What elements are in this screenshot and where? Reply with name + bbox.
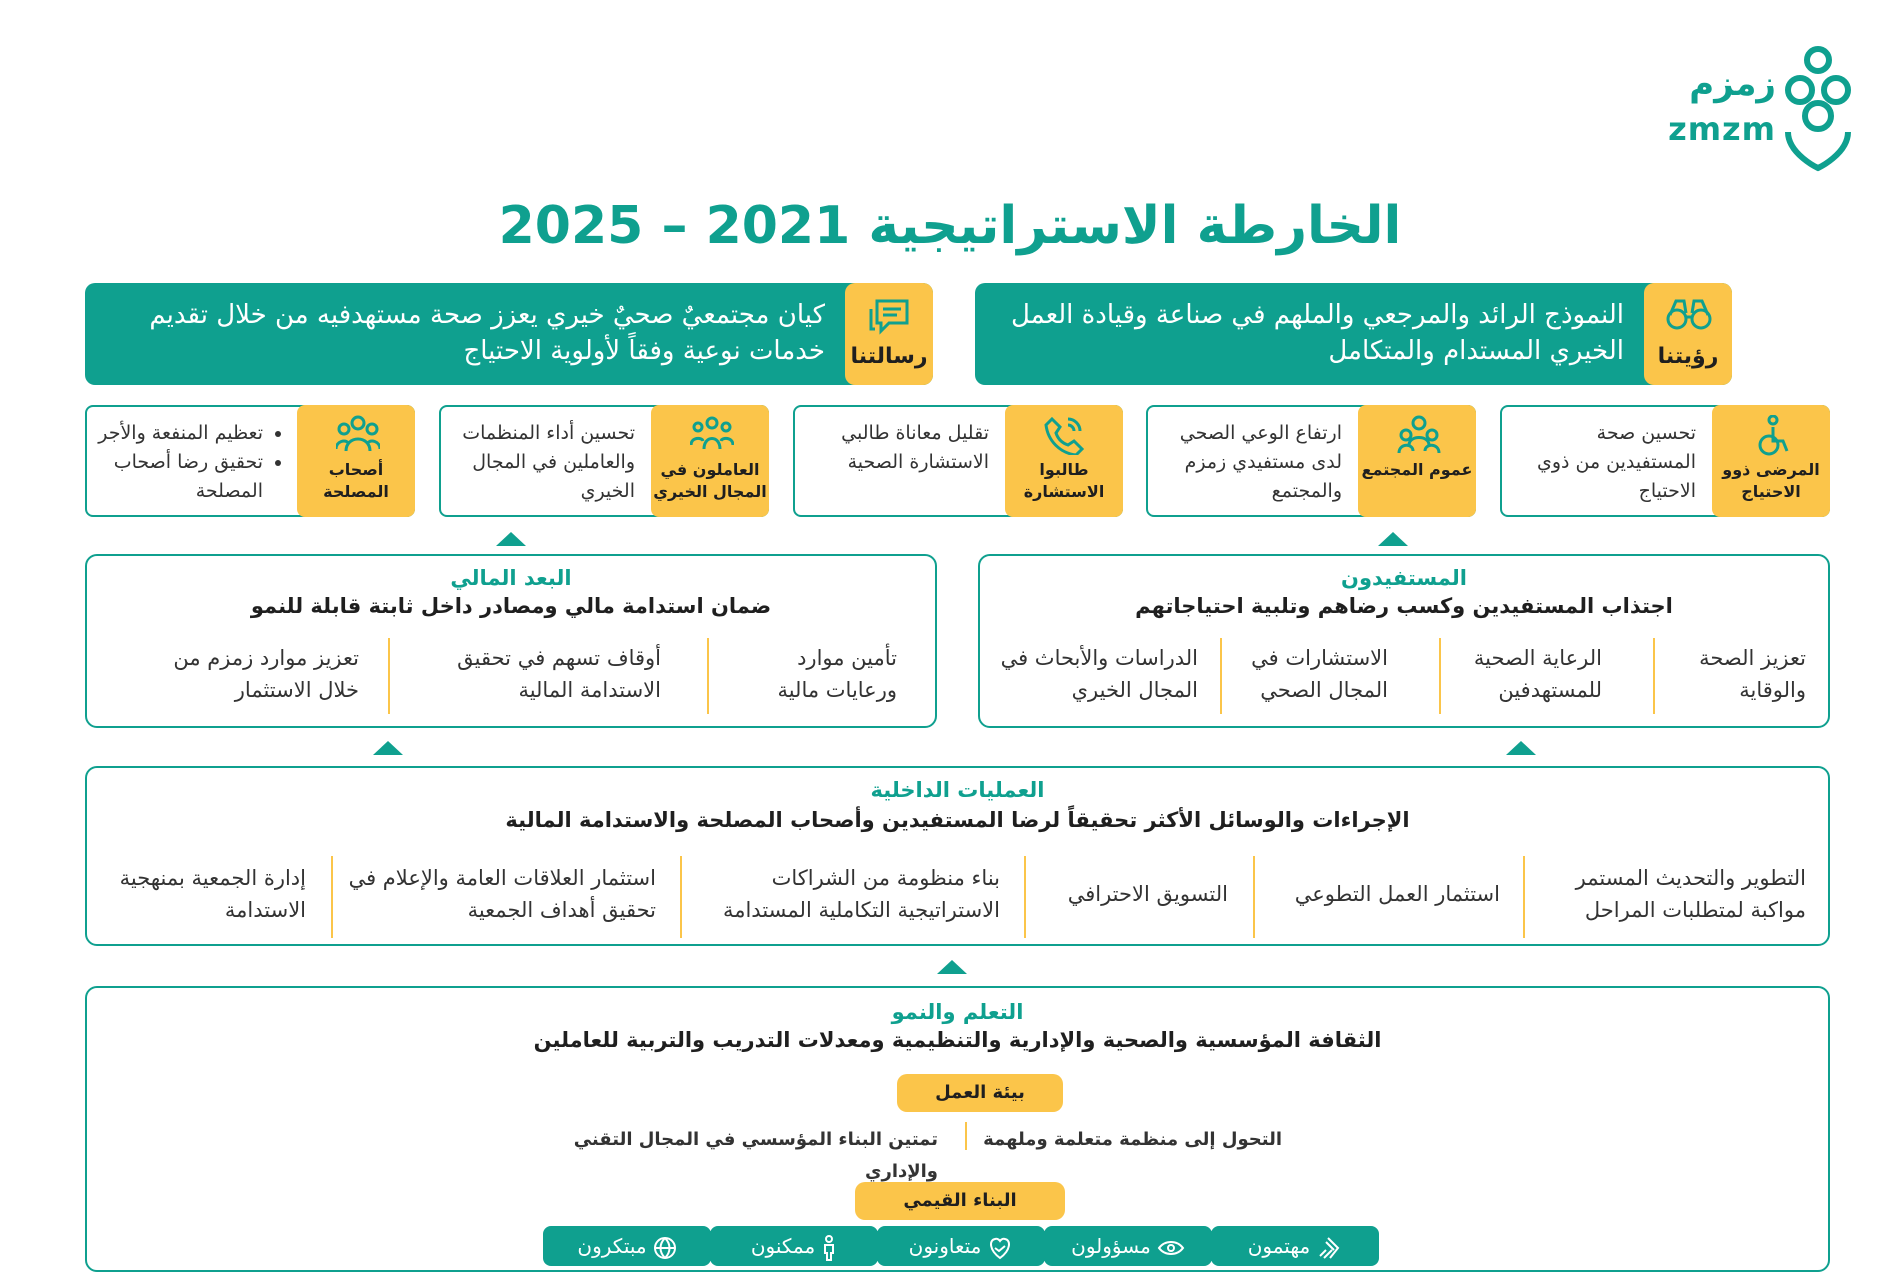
value-responsible: مسؤولون xyxy=(1044,1226,1212,1266)
mission-box xyxy=(85,283,933,385)
vision-tag xyxy=(1644,283,1732,385)
separator xyxy=(331,856,333,938)
separator xyxy=(388,638,390,714)
internal-subtitle: الإجراءات والوسائل الأكثر تحقيقاً لرضا المستفيدين وأصحاب المصلحة والاستدامة المالية xyxy=(505,808,1410,832)
separator xyxy=(707,638,709,714)
community-icon xyxy=(1397,415,1441,455)
objective-item: أوقاف تسهم في تحقيق الاستدامة المالية xyxy=(457,646,661,702)
separator xyxy=(680,856,682,938)
separator xyxy=(1024,856,1026,938)
eye-icon xyxy=(1157,1239,1185,1257)
work-environment-pill: بيئة العمل xyxy=(897,1074,1063,1112)
objective-item: تعزيز الصحة والوقاية xyxy=(1699,646,1806,702)
person-icon xyxy=(821,1235,837,1261)
separator xyxy=(1439,638,1441,714)
objective-item: الرعاية الصحية للمستهدفين xyxy=(1473,646,1602,702)
objective-item: تعزيز موارد زمزم من خلال الاستثمار xyxy=(173,646,359,702)
bullet-item: • تعظيم المنفعة والأجر xyxy=(95,419,263,448)
value-innovative: مبتكرون xyxy=(543,1226,711,1266)
financial-title: البعد المالي xyxy=(450,566,572,590)
mission-text: كيان مجتمعيٌ صحيٌ خيري يعزز صحة مستهدفيه من خلال تقديم خدمات نوعية وفقاً لأولوية الاحتياج xyxy=(149,300,825,366)
chat-icon xyxy=(867,297,911,337)
stakeholder-consultation: طالبوا الاستشارة تقليل معاناة طالبي الاستشارة الصحية xyxy=(793,405,1123,517)
value-cooperative: متعاونون xyxy=(877,1226,1045,1266)
objective-item: استثمار العمل التطوعي xyxy=(1294,882,1500,906)
handshake-heart-icon xyxy=(987,1236,1013,1260)
learning-subtitle: الثقافة المؤسسية والصحية والإدارية والتنظيمية ومعدلات التدريب والتربية للعاملين xyxy=(533,1028,1382,1052)
zmzm-logo-icon xyxy=(1782,44,1854,174)
workers-icon xyxy=(690,415,734,455)
arrow-up xyxy=(937,960,967,974)
environment-item: التحول إلى منظمة متعلمة وملهمة xyxy=(983,1129,1282,1150)
arrow-up xyxy=(1378,532,1408,546)
objective-item: بناء منظومة من الشراكات الاستراتيجية التكاملية المستدامة xyxy=(722,866,1000,922)
beneficiaries-title: المستفيدون xyxy=(1341,566,1467,590)
stakeholder-community: عموم المجتمع ارتفاع الوعي الصحي لدى مستفيدي زمزم والمجتمع xyxy=(1146,405,1476,517)
globe-icon xyxy=(653,1236,677,1260)
vision-label: رؤيتنا xyxy=(1657,344,1719,369)
objective-item: الدراسات والأبحاث في المجال الخيري xyxy=(1000,646,1198,702)
separator xyxy=(1653,638,1655,714)
internal-processes-frame xyxy=(85,766,1830,946)
objective-item: الاستشارات في المجال الصحي xyxy=(1251,646,1388,702)
logo-latin: zmzm xyxy=(1668,110,1776,148)
separator xyxy=(1523,856,1525,938)
zmzm-logo xyxy=(1624,44,1854,174)
bullet-item: • تحقيق رضا أصحاب المصلحة xyxy=(95,448,263,506)
mission-label: رسالتنا xyxy=(850,344,928,369)
phone-icon xyxy=(1044,415,1084,455)
beneficiaries-subtitle: اجتذاب المستفيدين وكسب رضاهم وتلبية احتياجاتهم xyxy=(1135,594,1673,618)
arrow-up xyxy=(373,741,403,755)
financial-frame xyxy=(85,554,937,728)
beneficiaries-frame xyxy=(978,554,1830,728)
vision-box xyxy=(975,283,1732,385)
objective-item: تأمين موارد ورعايات مالية xyxy=(777,646,897,702)
arrow-up xyxy=(496,532,526,546)
stakeholder-partners: أصحاب المصلحة • تعظيم المنفعة والأجر • تحقيق رضا أصحاب المصلحة xyxy=(85,405,415,517)
stakeholder-charity-workers: العاملون في المجال الخيري تحسين أداء المنظمات والعاملين في المجال الخيري xyxy=(439,405,769,517)
objective-item: التطوير والتحديث المستمر مواكبة لمتطلبات المراحل xyxy=(1575,866,1806,922)
binoculars-icon xyxy=(1666,297,1712,331)
people-icon xyxy=(336,415,380,455)
objective-item: استثمار العلاقات العامة والإعلام في تحقيق أهداف الجمعية xyxy=(348,866,656,922)
environment-item: تمتين البناء المؤسسي في المجال التقني والإداري xyxy=(573,1129,938,1182)
separator xyxy=(1253,856,1255,938)
logo-arabic: زمزم xyxy=(1689,64,1776,104)
vision-text: النموذج الرائد والمرجعي والملهم في صناعة وقيادة العمل الخيري المستدام والمتكامل xyxy=(1010,300,1624,366)
mission-tag xyxy=(845,283,933,385)
value-empowered: ممكنون xyxy=(710,1226,878,1266)
values-pill: البناء القيمي xyxy=(855,1182,1065,1220)
wheelchair-icon xyxy=(1751,415,1791,457)
caring-hands-icon xyxy=(1316,1236,1342,1260)
page-title: الخارطة الاستراتيجية 2021 – 2025 xyxy=(498,196,1402,256)
arrow-up xyxy=(1506,741,1536,755)
objective-item: التسويق الاحترافي xyxy=(1067,882,1228,906)
separator xyxy=(1220,638,1222,714)
internal-title: العمليات الداخلية xyxy=(870,778,1045,802)
separator xyxy=(965,1122,967,1150)
learning-growth-frame xyxy=(85,986,1830,1272)
learning-title: التعلم والنمو xyxy=(891,1000,1024,1024)
value-caring: مهتمون xyxy=(1211,1226,1379,1266)
objective-item: إدارة الجمعية بمنهجية الاستدامة xyxy=(119,866,306,922)
financial-subtitle: ضمان استدامة مالي ومصادر داخل ثابتة قابلة للنمو xyxy=(250,594,772,618)
stakeholder-patients: المرضى ذوو الاحتياج تحسين صحة المستفيدين من ذوي الاحتياج xyxy=(1500,405,1830,517)
